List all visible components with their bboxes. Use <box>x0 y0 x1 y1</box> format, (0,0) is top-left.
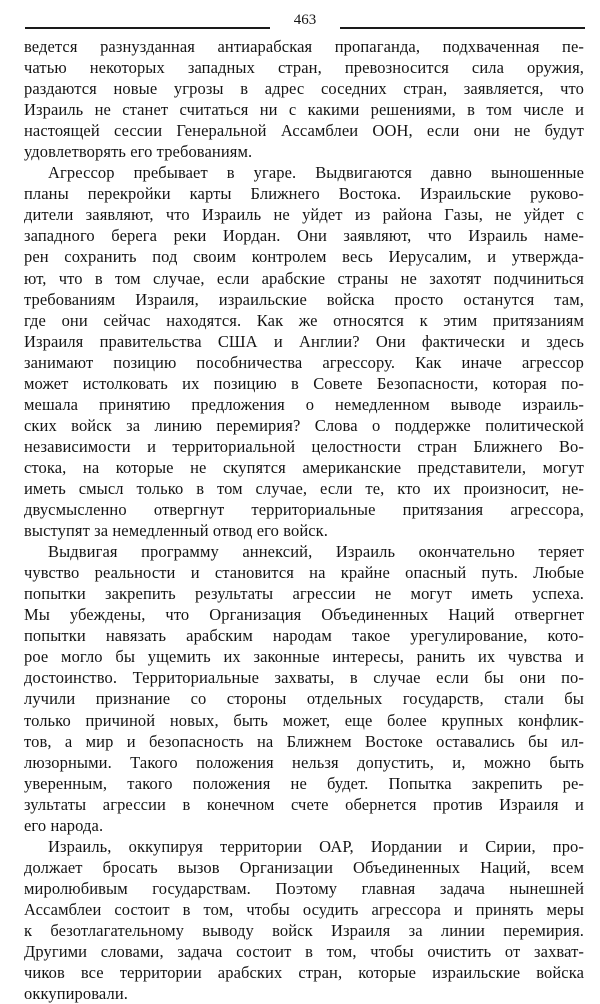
text-line: его народа. <box>24 815 104 835</box>
body-text <box>24 36 584 1004</box>
text-line: где они сейчас находятся. Как же относятся к этим притязаниям <box>24 310 584 330</box>
text-line: чувство реальности и становится на крайне опасный путь. Любые <box>24 563 584 583</box>
text-line: ют, что в том случае, если арабские страны не захотят подчиниться <box>24 268 584 288</box>
text-line: попытки навязать арабским народам такое урегулирование, кото- <box>24 626 584 646</box>
text-line: чатью некоторых западных стран, превозносится сила оружия, <box>24 58 584 78</box>
paragraph <box>24 36 584 162</box>
text-line: достоинство. Территориальные захваты, в случае если бы они по- <box>24 668 584 688</box>
text-line: чиков все территории арабских стран, которые израильские войска <box>24 963 584 983</box>
text-line: может истолковать их позицию в Совете Безопасности, которая по- <box>24 373 584 393</box>
page-number: 463 <box>293 12 317 28</box>
page-header <box>25 10 585 30</box>
text-line: мешала принятию предложения о немедленном выводе израиль- <box>24 394 584 414</box>
text-line: настоящей сессии Генеральной Ассамблеи ООН, если они не будут <box>24 121 584 141</box>
text-line: независимости и территориальной целостности стран Ближнего Во- <box>24 436 584 456</box>
text-line: стока, на которые не скупятся американские представители, могут <box>24 457 584 477</box>
text-line: Другими словами, задача состоит в том, чтобы очистить от захват- <box>24 942 584 962</box>
text-line: зультаты агрессии в конечном счете обернется против Израиля и <box>24 794 584 814</box>
text-line: раздаются новые угрозы в адрес соседних стран, заявляется, что <box>24 79 584 99</box>
text-line: только причиной новых, быть может, еще более крупных конфлик- <box>24 710 584 730</box>
paragraph <box>24 541 584 836</box>
text-line: Агрессор пребывает в угаре. Выдвигаются давно выношенные <box>48 163 584 183</box>
text-line: лучили признание со стороны отдельных государств, стали бы <box>24 689 584 709</box>
text-line: занимают позицию пособничества агрессору. Как иначе агрессор <box>24 352 584 372</box>
text-line: уверенным, такого положения не будет. Попытка закрепить ре- <box>24 773 584 793</box>
text-line: рен сохранить под своим контролем весь Иерусалим, и утвержда- <box>24 247 584 267</box>
text-line: Ассамблеи состоит в том, чтобы осудить агрессора и принять меры <box>24 899 584 919</box>
text-line: западного берега реки Иордан. Они заявляют, что Израиль наме- <box>24 226 584 246</box>
text-line: к безотлагательному выводу войск Израиля за линии перемирия. <box>24 920 584 940</box>
text-line: Израиль, оккупируя территории ОАР, Иордании и Сирии, про- <box>48 836 584 856</box>
header-rule-right <box>340 27 585 29</box>
text-line: люзорными. Такого положения нельзя допустить, и, можно быть <box>24 752 584 772</box>
text-line: планы перекройки карты Ближнего Востока. Израильские руково- <box>24 184 584 204</box>
paragraph <box>24 836 584 1004</box>
text-line: Израиля правительства США и Англии? Они фактически и здесь <box>24 331 584 351</box>
text-line: требованиям Израиля, израильские войска просто останутся там, <box>24 289 584 309</box>
text-line: иметь смысл только в том случае, если те, кто их произносит, не- <box>24 478 584 498</box>
text-line: выступят за немедленный отвод его войск. <box>24 521 329 541</box>
text-line: дители заявляют, что Израиль не уйдет из района Газы, не уйдет с <box>24 205 584 225</box>
text-line: ских войск за линию перемирия? Слова о поддержке политической <box>24 415 584 435</box>
text-line: оккупировали. <box>24 984 128 1004</box>
header-rule-left <box>25 27 270 29</box>
paragraph <box>24 162 584 541</box>
text-line: двусмысленно отвергнут территориальные притязания агрессора, <box>24 500 584 520</box>
text-line: Израиль не станет считаться ни с какими решениями, в том числе и <box>24 100 584 120</box>
text-line: рое могло бы ущемить их законные интересы, ранить их чувства и <box>24 647 584 667</box>
text-line: тов, а мир и безопасность на Ближнем Востоке оставались бы ил- <box>24 731 584 751</box>
text-line: миролюбивым государствам. Поэтому главная задача нынешней <box>24 878 584 898</box>
text-line: должает бросать вызов Организации Объединенных Наций, всем <box>24 857 584 877</box>
text-line: попытки закрепить результаты агрессии не могут иметь успеха. <box>24 584 584 604</box>
text-line: Мы убеждены, что Организация Объединенных Наций отвергнет <box>24 605 584 625</box>
text-line: ведется разнузданная антиарабская пропаганда, подхваченная пе- <box>24 37 584 56</box>
text-line: Выдвигая программу аннексий, Израиль окончательно теряет <box>48 542 584 562</box>
text-line: удовлетворять его требованиям. <box>24 142 253 162</box>
